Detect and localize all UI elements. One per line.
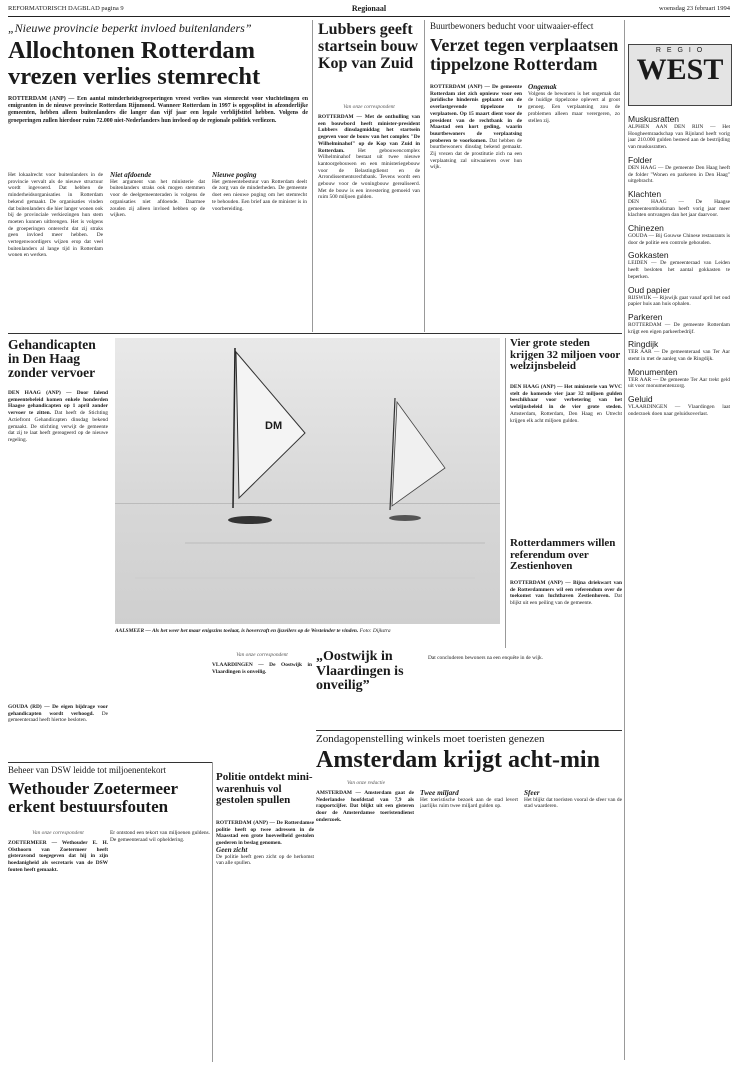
gouda-text: De gemeenteraad heeft hiertoe besloten. — [8, 710, 108, 724]
beheer-kicker: Beheer van DSW leidde tot miljoenentekort — [8, 765, 167, 775]
vlaardingen-byline: Van onze correspondent — [236, 652, 288, 658]
gouda-body — [8, 704, 108, 756]
lubbers-lead: ROTTERDAM — Met de onthulling van een bouwbord heeft minister-president Lubbers dinsdagmiddag het startsein gegeven voor de bouw van het complex "De Wilhelminahof" op de Kop van Zuid in Rotterdam. — [318, 114, 420, 154]
lubbers-text: Het gebouwencomplex Wilhelminahof bestaat uit twee nieuwe kantoorgebouwen en een ministeriegebouw voor de Belastingdienst en de Arrondissementsrechtbank. Tevens wordt een gebouw voor de woningbouw gerealiseerd. Met de bouw is een investering gemoeid van ruim 500 miljoen gulden. — [318, 147, 420, 201]
photo-credit: Foto: Dijkstra — [359, 628, 391, 634]
sidebar-item-text: DEN HAAG — De Haagse gemeenteombudsman heeft vorig jaar meer klachten ontvangen dan het jaar daarvoor. — [628, 198, 730, 219]
referendum-lead: ROTTERDAM (ANP) — Bijna driekwart van de Rotterdammers wil een referendum over de toekomst van luchthaven Zestienhoven. — [510, 580, 622, 600]
main-body3: Het argument van het ministerie dat buitenlanders straks ook mogen stemmen voor de deelgemeenteraden is volgens de organisaties niet afdoende. Daarmee zouden zij alleen invloed hebben op de wijken. — [110, 178, 205, 219]
sidebar-item-text: ALPHEN AAN DEN RIJN — Het Hoogheemraadschap van Rijnland heeft vorig jaar 210.000 gulden besteed aan de bestrijding van muskusratten. — [628, 124, 730, 151]
sidebar-item — [628, 339, 730, 362]
vier-body — [510, 384, 622, 532]
vlaardingen-headline: „Oostwijk in Vlaardingen is onveilig” — [316, 649, 404, 694]
photo-caption — [115, 628, 500, 650]
main-sub-niet: Niet afdoende — [110, 172, 152, 179]
amsterdam-sub1: Twee miljard — [420, 790, 459, 797]
sidebar-item-text: DEN HAAG — De gemeente Den Haag heeft de folder "Wonen en parkeren in Den Haag" uitgebracht. — [628, 164, 730, 185]
sidebar-item-title: Oud papier — [628, 284, 671, 295]
sidebar-item — [628, 114, 730, 151]
main-body4: Het gemeentebestuur van Rotterdam deelt de zorg van de minderheden. De gemeente doet een nieuwe poging om het stemrecht te behouden. Een brief aan de minister is in voorbereiding. — [212, 178, 307, 212]
verzet-col2 — [528, 84, 620, 330]
main-kicker: „Nieuwe provincie beperkt invloed buitenlanders” — [8, 21, 252, 35]
vlaardingen-lead: VLAARDINGEN — De Oostwijk in Vlaardingen is onveilig. — [212, 662, 312, 675]
verzet-headline: Verzet tegen verplaatsen tippelzone Rotterdam — [430, 35, 619, 74]
verzet-body2: Volgens de bewoners is het ongemak dat de huidige tippelzone oplevert al groot genoeg. Een verplaatsing zou de problemen alleen maar verergeren, zo stellen zij. — [528, 90, 620, 124]
vlaardingen-text: Dat concluderen bewoners na een enquête in de wijk. — [428, 655, 544, 661]
sidebar-item-title: Chinezen — [628, 223, 664, 234]
sidebar-item-text: VLAARDINGEN — Vlaardingen laat onderzoek doen naar geluidsoverlast. — [628, 404, 730, 417]
gehandicapten-headline: Gehandicapten in Den Haag zonder vervoer — [8, 337, 96, 381]
main-body2: Het is volgens de groeperingen onterecht dat zij straks geen invloed meer hebben. De vertegenwoordigers wijzen erop dat veel buitenlanders al lange tijd in Rotterdam wonen en werken. — [8, 218, 103, 259]
caption-text: AALSMEER — Als het weer het maar enigszins toelaat, is hovercraft en ijszeilers op de Westeinder te vinden. — [115, 628, 359, 634]
beheer-lead: ZOETERMEER — Wethouder E. H. Olsthoorn van Zoetermeer heeft gisteravond toegegeven dat hij in zijn hoedanigheid als secretaris van de DSW fouten heeft gemaakt. — [8, 840, 108, 873]
main-col2 — [110, 172, 205, 332]
header-left: REFORMATORISCH DAGBLAD pagina 9 — [8, 5, 124, 12]
sidebar-item — [628, 189, 730, 219]
sidebar-item-title: Muskusratten — [628, 114, 680, 124]
verzet-col1 — [430, 84, 522, 330]
politie-lead: ROTTERDAM (ANP) — De Rotterdamse politie heeft op twee adressen in de Maasstad een grote hoeveelheid gestolen goederen in beslag genomen. — [216, 820, 314, 847]
photo-ijszeilers — [115, 338, 500, 624]
lubbers-body — [318, 114, 420, 330]
sail-mark: DM — [265, 420, 283, 432]
politie-body — [216, 820, 314, 1060]
referendum-headline: Rotterdammers willen referendum over Zestienhoven — [510, 537, 616, 573]
vlaardingen-col1 — [212, 662, 312, 756]
sidebar-item-title: Parkeren — [628, 311, 663, 322]
beheer-col1 — [8, 840, 108, 1060]
verzet-body1: Dat hebben de buurtbewoners dinsdag bekend gemaakt. Zij vrezen dat de prostitutie zich na een verplaatsing zal uitwaaieren over hun wijk. — [430, 137, 522, 171]
vlaardingen-col2 — [428, 655, 620, 715]
main-col3 — [212, 172, 307, 332]
sidebar-item-title: Ringdijk — [628, 339, 659, 350]
sidebar-item — [628, 250, 730, 280]
masthead-title: WEST — [636, 53, 724, 86]
sidebar-item-title: Folder — [628, 154, 653, 165]
gouda-lead: GOUDA (RD) — De eigen bijdrage voor gehandicapten wordt verhoogd. — [8, 704, 108, 717]
politie-text: De politie heeft geen zicht op de herkomst van alle spullen. — [216, 853, 314, 867]
main-body1: Het lokaalrecht voor buitenlanders in de provincie vervalt als de nieuwe structuur wordt ingevoerd. Dat hebben de minderheidsorganisaties in Rotterdam bekend gemaakt. De organisaties vinden dat buitenlanders die hier langer wonen ook bij de provinciale verkiezingen hun stem moeten kunnen uitbrengen. — [8, 172, 103, 225]
lubbers-byline: Van onze correspondent — [343, 104, 395, 110]
amsterdam-body2: Het blijkt dat toeristen vooral de sfeer van de stad waarderen. — [524, 796, 622, 810]
verzet-lead: ROTTERDAM (ANP) — De gemeente Rotterdam ziet zich opnieuw voor een juridische hindernis geplaatst om de overlastgevende tippelzone te verplaatsen. Op 15 maart dient voor de president van de rechtbank in de Maastad een kort geding, waarin buurtbewoners de verplaatsing proberen te voorkomen. — [430, 84, 522, 144]
beheer-text: Er ontstond een tekort van miljoenen guldens. De gemeenteraad wil opheldering. — [110, 830, 210, 843]
referendum-body — [510, 580, 622, 652]
sidebar-item-title: Monumenten — [628, 366, 678, 377]
amsterdam-byline: Van onze redactie — [346, 780, 386, 786]
beheer-byline: Van onze correspondent — [32, 830, 84, 836]
sidebar-item-title: Klachten — [628, 188, 662, 199]
vier-headline: Vier grote steden krijgen 32 miljoen voor welzijnsbeleid — [510, 337, 621, 373]
sidebar-item-text: LEIDEN — De gemeenteraad van Leiden heeft besloten het aantal gokkasten te beperken. — [628, 260, 730, 280]
gehandicapten-body — [8, 390, 108, 700]
politie-sub: Geen zicht — [216, 845, 248, 854]
sidebar-item-text: GOUDA — Bij Gouwse Chinese restaurants is door de politie een controle gehouden. — [628, 233, 730, 246]
header-date: woensdag 23 februari 1994 — [659, 5, 730, 12]
main-headline: Allochtonen Rotterdam vrezen verlies stemrecht — [8, 37, 261, 90]
header-section: Regionaal — [351, 4, 387, 13]
verzet-kicker: Buurtbewoners beducht voor uitwaaier-effect — [430, 21, 594, 31]
beheer-col2 — [110, 830, 210, 1060]
sidebar-list — [628, 110, 730, 1060]
vlaardingen-intro — [115, 662, 207, 756]
amsterdam-lead: AMSTERDAM — Amsterdam gaat de Nederlandse hoofdstad van 7,9 als rapportcijfer. Dat blijkt uit een gisteren door de Amsterdamse toeristendienst onderzoek. — [316, 790, 414, 823]
amsterdam-kicker: Zondagopenstelling winkels moet toeristen genezen — [316, 733, 545, 745]
amsterdam-col1 — [316, 790, 414, 1060]
referendum-text: Dat blijkt uit een peiling van de gemeente. — [510, 593, 622, 607]
vier-text: Amsterdam, Rotterdam, Den Haag en Utrecht krijgen elk acht miljoen gulden. — [510, 410, 622, 424]
lubbers-headline: Lubbers geeft startsein bouw Kop van Zuid — [318, 21, 419, 72]
amsterdam-sub2: Sfeer — [524, 790, 540, 797]
sidebar-item-text: ROTTERDAM — De gemeente Rotterdam krijgt een eigen parkeerbedrijf. — [628, 321, 730, 335]
sidebar-item-text: RIJSWIJK — Rijswijk gaat vanaf april het oud papier huis aan huis ophalen. — [628, 294, 730, 308]
sidebar-item-title: Gokkasten — [628, 250, 669, 261]
main-col1 — [8, 172, 103, 332]
main-lead: ROTTERDAM (ANP) — Een aantal minderheidsgroeperingen vreest verlies van stemrecht voor vluchtelingen en emigranten in de nieuwe provincie Rotterdam Rijnmond. Wanneer Rotterdam in 1997 is opgesplitst in afzonderlijke gemeenten, hebben alleen buitenlanders die langer dan vijf jaar een legale verblijfstitel hebben. Volgens de groeperingen zullen hierdoor ruim 72.000 niet-Nederlanders hun invloed op de regionale politiek verliezen. — [8, 96, 308, 124]
sidebar-item — [628, 223, 730, 246]
amsterdam-col2 — [420, 790, 518, 1060]
sidebar-item-title: Geluid — [628, 394, 653, 405]
sidebar-item-text: TER AAR — De gemeenteraad van Ter Aar stemt in met de aanleg van de Ringdijk. — [628, 349, 730, 363]
vier-lead: DEN HAAG (ANP) — Het ministerie van WVC stelt de komende vier jaar 32 miljoen gulden beschikbaar voor verbetering van het welzijnsbeleid in de vier grote steden. — [510, 384, 622, 411]
verzet-sub: Ongemak — [528, 84, 557, 91]
gehandicapten-text: Dat heeft de Stichting Actiefront Gehandicapten dinsdag bekend gemaakt. De stichting verwijt de gemeente dat zij te laat heeft gereageerd op de nieuwe regeling. — [8, 410, 108, 443]
sidebar-item — [628, 155, 730, 185]
sidebar-item — [628, 394, 730, 417]
region-masthead — [628, 44, 732, 106]
amsterdam-col3 — [524, 790, 622, 1060]
beheer-headline: Wethouder Zoetermeer erkent bestuursfouten — [8, 779, 178, 816]
sidebar-item — [628, 312, 730, 335]
politie-headline: Politie ontdekt mini-warenhuis vol gestolen spullen — [216, 771, 313, 807]
amsterdam-body: Het toeristische bezoek aan de stad levert jaarlijks ruim twee miljard gulden op. — [420, 796, 518, 810]
region-label: R E G I O — [655, 47, 705, 54]
page-header — [8, 4, 730, 17]
amsterdam-headline: Amsterdam krijgt acht-min — [316, 747, 600, 773]
sidebar-item — [628, 285, 730, 308]
main-sub-nieuwe: Nieuwe poging — [212, 172, 257, 179]
sidebar-item-text: TER AAR — De gemeente Ter Aar trekt geld uit voor monumentenzorg. — [628, 376, 730, 390]
gehandicapten-lead: DEN HAAG (ANP) — Door falend gemeentebeleid komen enkele honderden Haagse gehandicapten op 1 april zonder vervoer te zitten. — [8, 390, 108, 417]
sidebar-item — [628, 367, 730, 390]
